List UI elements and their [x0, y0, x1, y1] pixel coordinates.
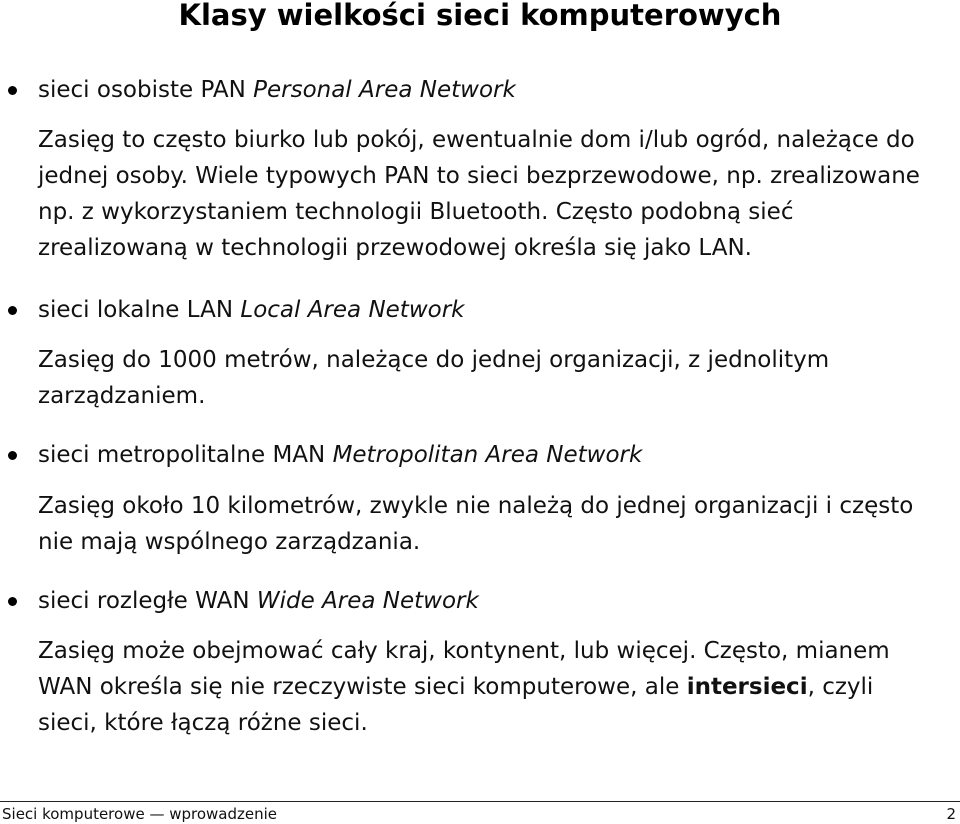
description-line: Zasięg do 1000 metrów, należące do jednej organizacji, z jednolitym [38, 347, 830, 373]
description-line: sieci, które łączą różne sieci. [38, 710, 368, 736]
description-line: zrealizowaną w technologii przewodowej określa się jako LAN. [38, 235, 752, 261]
item-heading [38, 296, 464, 324]
item-heading [38, 441, 642, 469]
item-name-en: Personal Area Network [253, 77, 516, 103]
description-line [38, 669, 958, 705]
item-name-en: Local Area Network [240, 297, 465, 323]
item-description [38, 633, 958, 741]
item-heading [38, 587, 479, 615]
bullet-icon [8, 597, 17, 606]
footer-title: Sieci komputerowe — wprowadzenie [2, 805, 278, 823]
description-line: jednej osoby. Wiele typowych PAN to sieci bezprzewodowe, np. zrealizowane [38, 163, 920, 189]
item-description [38, 342, 958, 414]
footer-divider [0, 801, 960, 802]
item-name-pl: sieci metropolitalne MAN [38, 442, 326, 468]
slide-title: Klasy wielkości sieci komputerowych [178, 0, 782, 32]
item-description [38, 122, 958, 266]
description-text: WAN określa się nie rzeczywiste sieci komputerowe, ale [38, 674, 687, 700]
bullet-icon [8, 86, 17, 95]
description-line: Zasięg to często biurko lub pokój, ewentualnie dom i/lub ogród, należące do [38, 127, 915, 153]
item-description [38, 488, 958, 560]
description-text: , czyli [807, 674, 874, 700]
description-line: zarządzaniem. [38, 383, 206, 409]
item-heading [38, 76, 516, 104]
item-name-en: Wide Area Network [256, 588, 479, 614]
item-name-en: Metropolitan Area Network [332, 442, 643, 468]
item-name-pl: sieci lokalne LAN [38, 297, 234, 323]
page-number: 2 [946, 805, 956, 823]
description-line: Zasięg może obejmować cały kraj, kontynent, lub więcej. Często, mianem [38, 638, 890, 664]
description-line: Zasięg około 10 kilometrów, zwykle nie należą do jednej organizacji i często [38, 493, 914, 519]
bullet-icon [8, 451, 17, 460]
item-name-pl: sieci rozległe WAN [38, 588, 250, 614]
emphasized-term: intersieci [686, 674, 808, 700]
description-line: np. z wykorzystaniem technologii Bluetooth. Często podobną sieć [38, 199, 794, 225]
item-name-pl: sieci osobiste PAN [38, 77, 246, 103]
description-line: nie mają wspólnego zarządzania. [38, 529, 421, 555]
bullet-icon [8, 306, 17, 315]
